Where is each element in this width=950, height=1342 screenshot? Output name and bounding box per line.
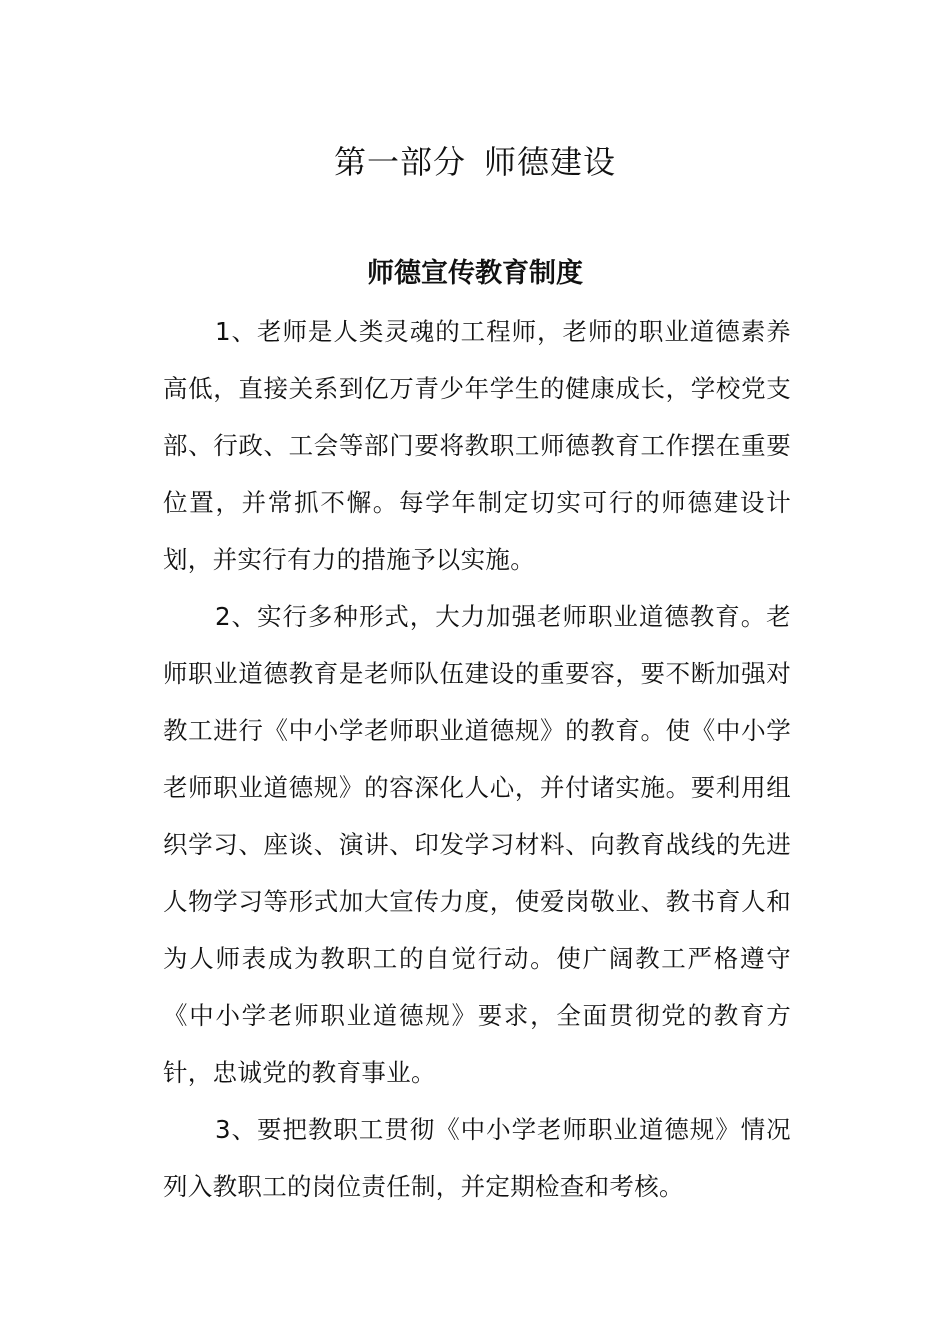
section-title: 师德宣传教育制度 xyxy=(367,258,583,289)
part-title xyxy=(0,140,950,184)
paragraph-1: 1、老师是人类灵魂的工程师，老师的职业道德素养高低，直接关系到亿万青少年学生的健康成长，学校党支部、行政、工会等部门要将教职工师德教育工作摆在重要位置，并常抓不懈。每学年制定切实可行的师德建设计划，并实行有力的措施予以实施。 xyxy=(163,317,791,574)
part-title-number: 第一部分 xyxy=(333,143,466,181)
paragraph-2: 2、实行多种形式，大力加强老师职业道德教育。老师职业道德教育是老师队伍建设的重要容，要不断加强对教工进行《中小学老师职业道德规》的教育。使《中小学老师职业道德规》的容深化人心，并付诸实施。要利用组织学习、座谈、演讲、印发学习材料、向教育战线的先进人物学习等形式加大宣传力度，使爱岗敬业、教书育人和为人师表成为教职工的自觉行动。使广阔教工严格遵守《中小学老师职业道德规》要求，全面贯彻党的教育方针，忠诚党的教育事业。 xyxy=(163,602,791,1087)
body-text xyxy=(163,303,791,1215)
paragraph-3: 3、要把教职工贯彻《中小学老师职业道德规》情况列入教职工的岗位责任制，并定期检查和考核。 xyxy=(163,1115,791,1201)
part-title-name: 师德建设 xyxy=(484,143,617,181)
